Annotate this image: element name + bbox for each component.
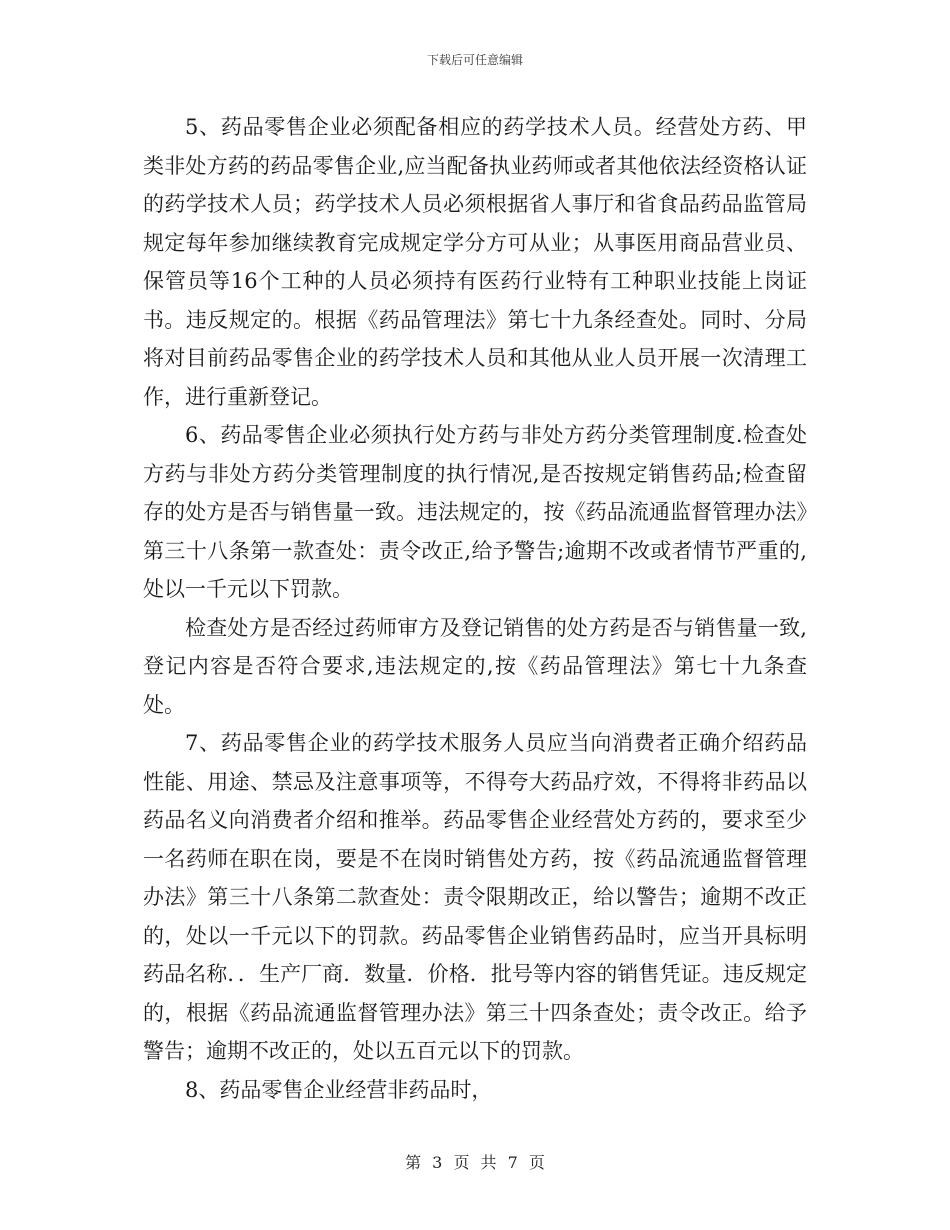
paragraph-item-8: 8、药品零售企业经营非药品时， — [185, 1077, 493, 1102]
page-number-footer: 第 3 页 共 7 页 — [405, 1153, 545, 1172]
paragraph-item-7: 7、药品零售企业的药学技术服务人员应当向消费者正确介绍药品性能、用途、禁忌及注意事项等，不得夸大药品疗效，不得将非药品以药品名义向消费者介绍和推举。药品零售企业经营处方药的，要求至少一名药师在职在岗，要是不在岗时销售处方药，按《药品流通监督管理办法》第三十八条第二款查处：责令限期改正，给以警告；逾期不改正的，处以一千元以下的罚款。药品零售企业销售药品时，应当开具标明药品名称．．生产厂商．数量．价格．批号等内容的销售凭证。违反规定的，根据《药品流通监督管理办法》第三十四条查处；责令改正。给予警告；逾期不改正的，处以五百元以下的罚款。 — [143, 731, 807, 1063]
document-body — [143, 108, 807, 1109]
page-header: 下载后可任意编辑 — [426, 53, 523, 67]
paragraph-prescription-check: 检查处方是否经过药师审方及登记销售的处方药是否与销售量一致,登记内容是否符合要求,违法规定的,按《药品管理法》第七十九条查处。 — [143, 615, 807, 717]
paragraph-item-6: 6、药品零售企业必须执行处方药与非处方药分类管理制度.检查处方药与非处方药分类管理制度的执行情况,是否按规定销售药品;检查留存的处方是否与销售量一致。违法规定的，按《药品流通监督管理办法》第三十八条第一款查处：责令改正,给予警告;逾期不改或者情节严重的,处以一千元以下罚款。 — [143, 423, 807, 601]
paragraph-item-5: 5、药品零售企业必须配备相应的药学技术人员。经营处方药、甲类非处方药的药品零售企业,应当配备执业药师或者其他依法经资格认证的药学技术人员；药学技术人员必须根据省人事厅和省食品药品监管局规定每年参加继续教育完成规定学分方可从业；从事医用商品营业员、保管员等16个工种的人员必须持有医药行业特有工种职业技能上岗证书。违反规定的。根据《药品管理法》第七十九条经查处。同时、分局将对目前药品零售企业的药学技术人员和其他从业人员开展一次清理工作，进行重新登记。 — [143, 115, 807, 409]
